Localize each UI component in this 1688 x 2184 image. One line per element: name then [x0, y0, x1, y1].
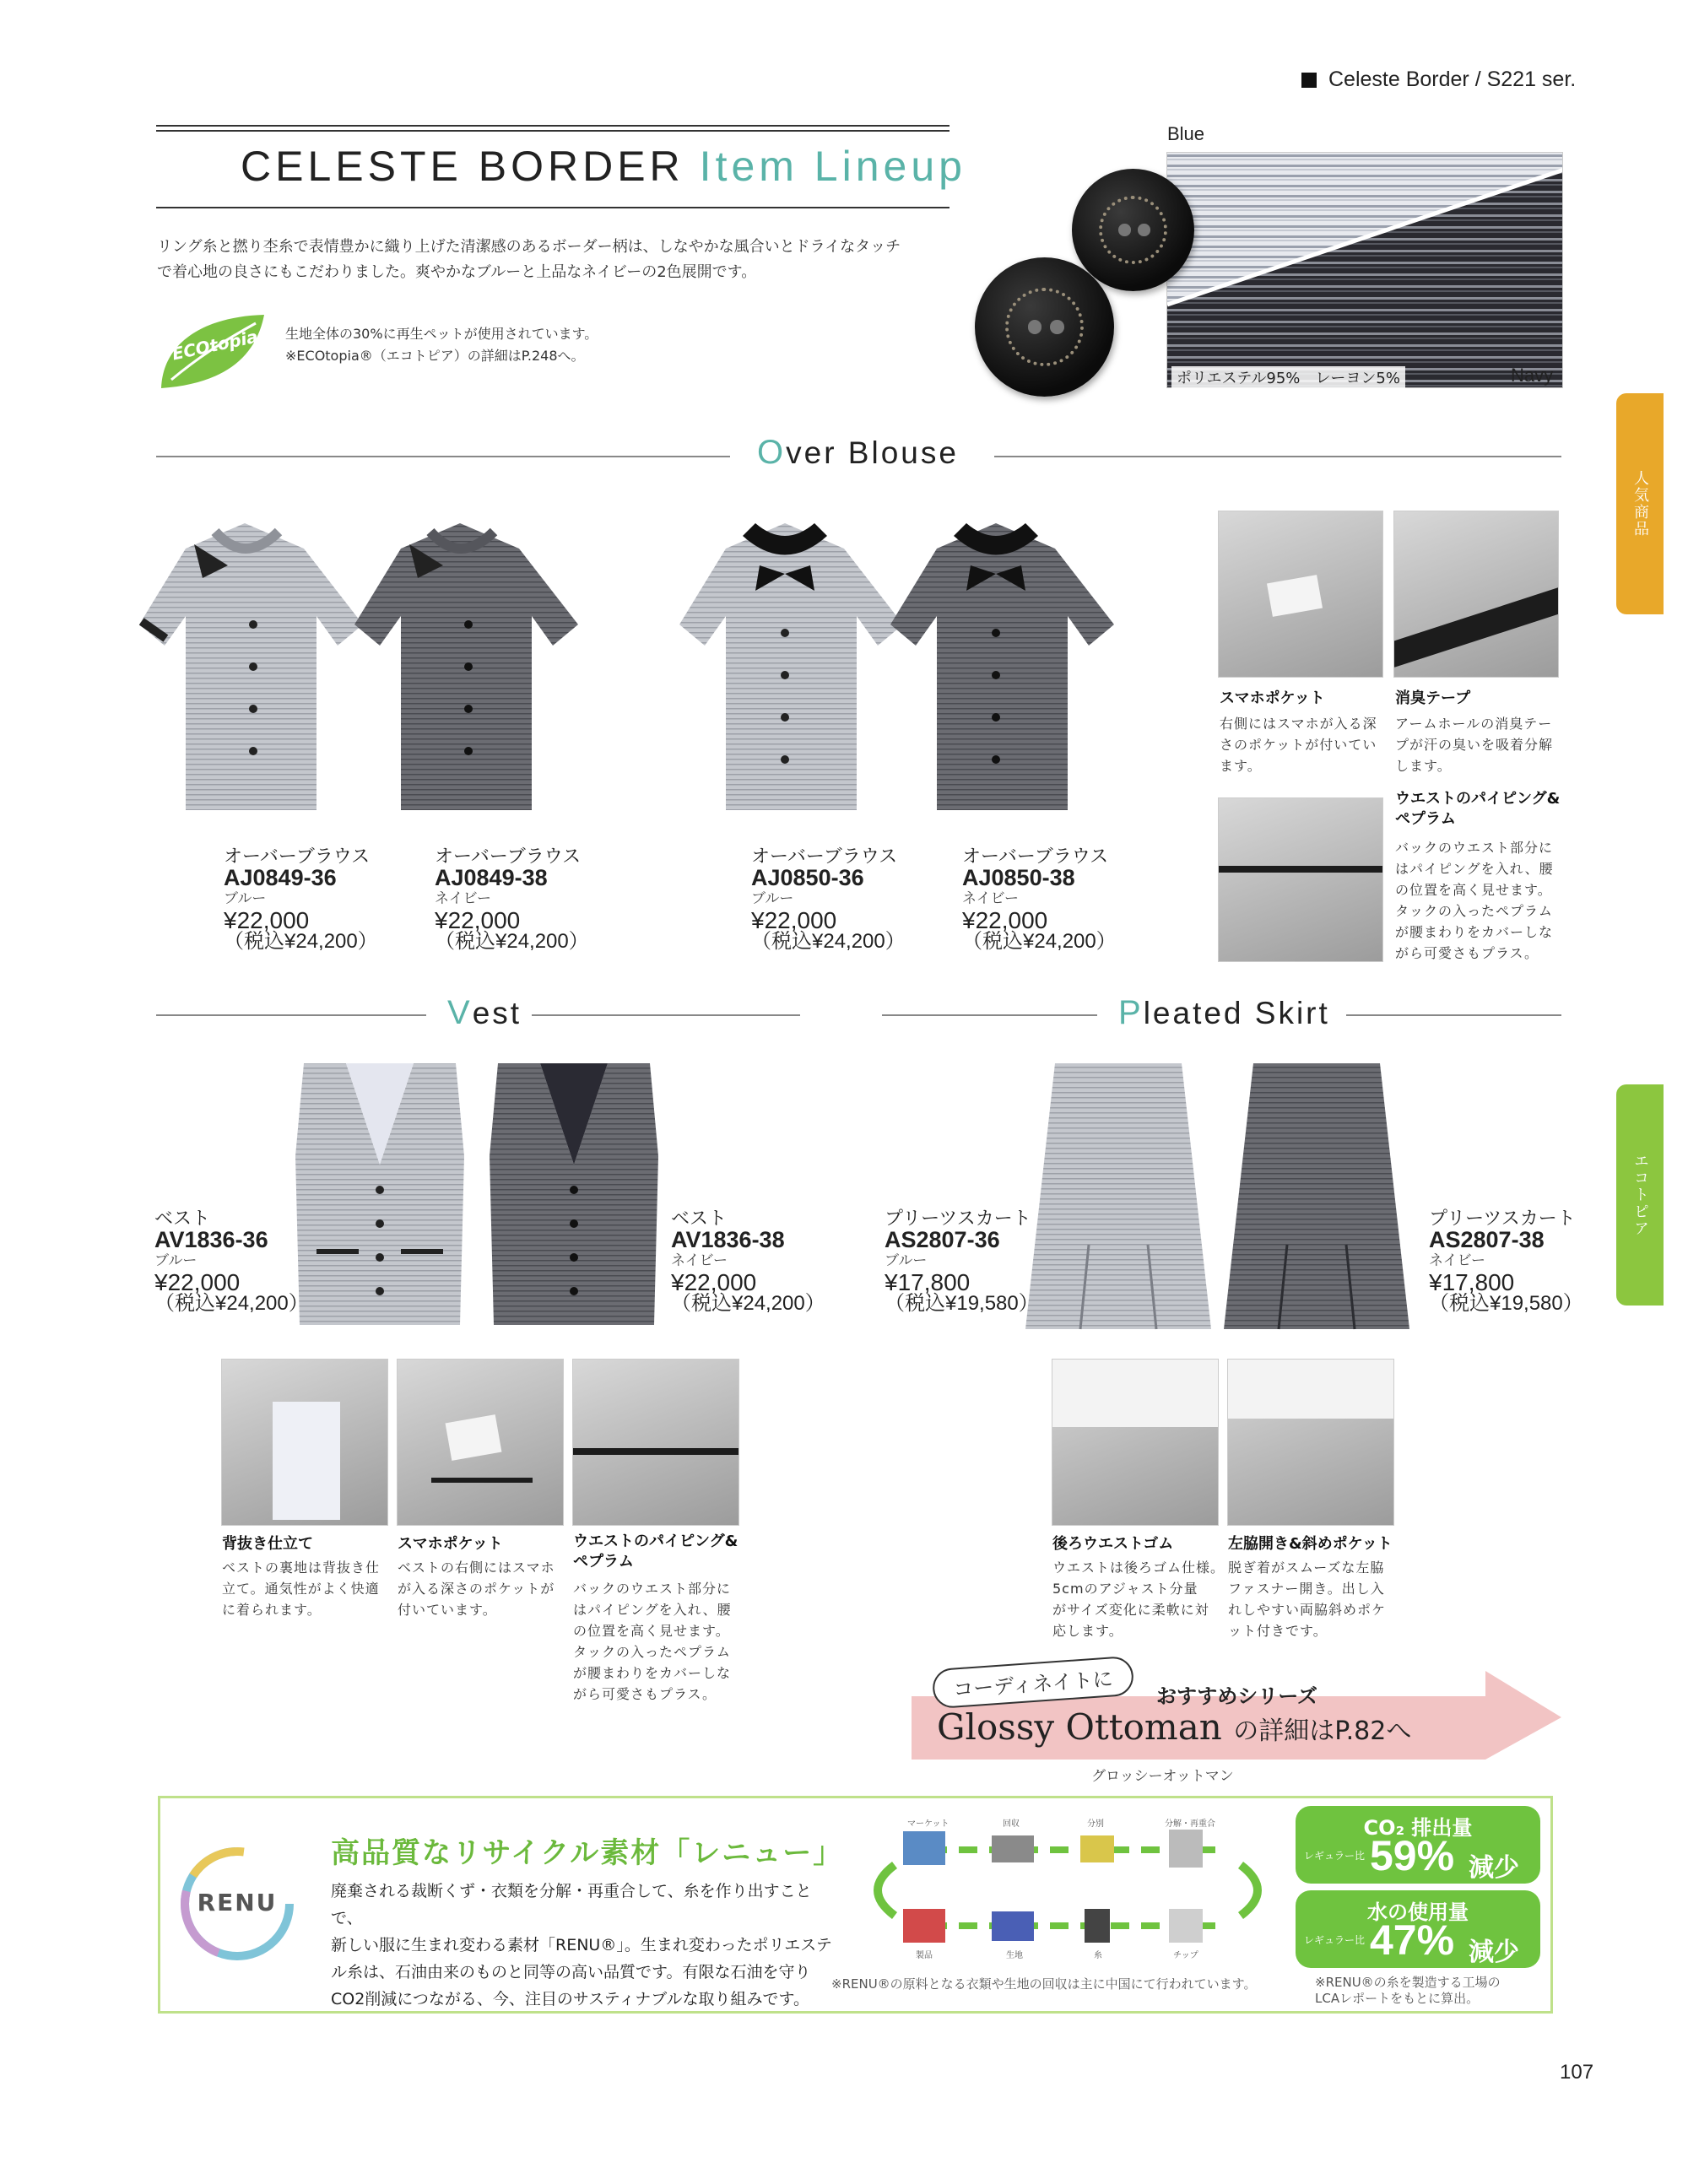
product-type: オーバーブラウス	[435, 846, 582, 868]
product-label-vest2	[671, 1208, 825, 1314]
desc-line: タックの入ったペプラム	[1395, 903, 1553, 919]
stat-value: 59%	[1370, 1832, 1455, 1879]
desc-line: 右側にはスマホが入る深	[1220, 716, 1377, 732]
title-line: ウエストのパイピング&	[1395, 790, 1561, 808]
note-line: ※RENU®の糸を製造する工場の	[1315, 1975, 1501, 1990]
renu-logo	[173, 1840, 301, 1968]
product-type: プリーツスカート	[885, 1208, 1031, 1230]
detail-photo-side	[1227, 1359, 1394, 1526]
body-line: 新しい服に生まれ変わる素材「RENU®」。生まれ変わったポリエステ	[331, 1936, 832, 1954]
section-rule	[882, 1014, 1097, 1016]
desc-line: がら可愛さもプラス。	[1395, 945, 1539, 961]
product-label-blouse4	[962, 846, 1117, 952]
ecotopia-logo-text: ECOtopia	[170, 326, 260, 365]
desc-line: 付いています。	[398, 1602, 497, 1618]
eco-line: 生地全体の30%に再生ペットが使用されています。	[285, 326, 598, 342]
renu-logo-text: RENU	[197, 1889, 278, 1916]
fabric-label-navy: Navy	[1511, 365, 1554, 386]
desc-line: バックのウエスト部分に	[1395, 840, 1554, 856]
side-tab-ecotopia[interactable]: エコトピア	[1616, 1084, 1664, 1306]
product-color: ネイビー	[435, 890, 491, 907]
desc-line: が入る深さのポケットが	[398, 1581, 555, 1597]
product-code: AJ0849-38	[435, 865, 548, 890]
series-detail: の詳細はP.82へ	[1233, 1716, 1412, 1746]
section-rule	[1346, 1014, 1561, 1016]
fabric-swatch	[1166, 152, 1563, 388]
eco-line: ※ECOtopia®（エコトピア）の詳細はP.248へ。	[285, 348, 585, 364]
product-color: ネイビー	[671, 1252, 728, 1269]
vest-illustrations	[295, 1055, 675, 1333]
note-line: LCAレポートをもとに算出。	[1315, 1991, 1480, 2006]
renu-body	[331, 1878, 837, 2013]
product-color: ネイビー	[962, 890, 1019, 907]
product-color: ネイビー	[1429, 1252, 1485, 1269]
detail-photo-vest-pocket	[397, 1359, 564, 1526]
section-rest: leated Skirt	[1143, 996, 1330, 1030]
product-price: ¥22,000	[154, 1269, 241, 1295]
product-tax-price: （税込¥24,200）	[671, 1292, 825, 1315]
side-tab-popular[interactable]: 人気商品	[1616, 393, 1664, 614]
stat-label: CO₂ 排出量	[1363, 1816, 1473, 1840]
product-code: AS2807-36	[885, 1227, 1000, 1252]
section-title-pleated-skirt	[1118, 994, 1330, 1032]
product-tax-price: （税込¥19,580）	[885, 1292, 1039, 1315]
blouse-aj0849-38	[354, 523, 578, 810]
cycle-label: チップ	[1173, 1951, 1198, 1960]
button-icon	[975, 257, 1114, 397]
product-type: ベスト	[671, 1208, 728, 1230]
desc-line: ット付きです。	[1228, 1623, 1328, 1639]
cycle-label: 分解・再重合	[1165, 1819, 1215, 1829]
cycle-label: 回収	[1003, 1819, 1020, 1829]
product-code: AJ0849-36	[224, 865, 337, 890]
blouse-illustrations	[135, 498, 1198, 827]
title-line: ペプラム	[573, 1553, 634, 1570]
skirt-as2807-38	[1224, 1063, 1409, 1329]
renu-note-lca	[1315, 1975, 1501, 2007]
product-color: ブルー	[154, 1252, 197, 1269]
product-tax-price: （税込¥24,200）	[224, 930, 378, 953]
renu-title: 高品質なリサイクル素材「レニュー」	[331, 1836, 844, 1870]
desc-line: します。	[1395, 758, 1452, 774]
ecotopia-logo	[154, 308, 268, 392]
recycle-cycle-diagram	[861, 1814, 1283, 1970]
intro-text	[157, 235, 959, 285]
stat-regular: レギュラー比	[1304, 1850, 1366, 1862]
blouse-aj0850-36	[679, 523, 903, 810]
product-tax-price: （税込¥24,200）	[435, 930, 589, 953]
detail-photo-piping	[1218, 797, 1383, 962]
body-line: 廃棄される裁断くず・衣類を分解・再重合して、糸を作り出すことで、	[331, 1882, 812, 1927]
product-tax-price: （税込¥24,200）	[751, 930, 906, 953]
section-rest: ver Blouse	[786, 435, 959, 470]
stat-co2	[1296, 1806, 1540, 1884]
title-line: ペプラム	[1395, 810, 1456, 828]
desc-line: タックの入ったペプラム	[573, 1644, 731, 1660]
product-label-skirt1	[885, 1208, 1039, 1314]
cycle-label: 糸	[1094, 1951, 1102, 1960]
product-type: オーバーブラウス	[962, 846, 1109, 868]
stat-water	[1296, 1890, 1540, 1968]
desc-line: 応します。	[1052, 1623, 1123, 1639]
product-price: ¥22,000	[671, 1269, 757, 1295]
product-type: ベスト	[154, 1208, 211, 1230]
product-code: AS2807-38	[1429, 1227, 1545, 1252]
product-tax-price: （税込¥24,200）	[154, 1292, 309, 1315]
cycle-label: 分別	[1087, 1819, 1104, 1829]
detail-title-piping	[1395, 789, 1560, 830]
detail-desc-side	[1228, 1557, 1386, 1641]
product-color: ブルー	[751, 890, 794, 907]
page-title-sub: Item Lineup	[699, 143, 966, 190]
series-tag	[1301, 68, 1576, 92]
product-price: ¥17,800	[885, 1269, 971, 1295]
desc-line: はパイピングを入れ、腰	[1395, 861, 1554, 877]
stat-regular: レギュラー比	[1304, 1934, 1366, 1946]
stat-suffix: 減少	[1469, 1938, 1519, 1967]
detail-desc-vest-pocket	[398, 1557, 555, 1620]
stat-suffix: 減少	[1469, 1853, 1519, 1883]
page-title-main: CELESTE BORDER	[241, 143, 684, 190]
desc-line: ベストの右側にはスマホ	[398, 1560, 555, 1576]
section-initial: P	[1118, 994, 1144, 1031]
title-rule-top-2	[156, 130, 950, 132]
detail-title-back: 背抜き仕立て	[222, 1535, 313, 1553]
section-rest: est	[472, 996, 522, 1030]
product-label-blouse2	[435, 846, 589, 952]
desc-line: バックのウエスト部分に	[573, 1581, 732, 1597]
detail-desc-pocket	[1220, 713, 1377, 776]
detail-desc-waist	[1052, 1557, 1225, 1641]
product-price: ¥22,000	[962, 907, 1048, 933]
page-number: 107	[1560, 2061, 1594, 2084]
fabric-composition: ポリエステル95% レーヨン5%	[1171, 366, 1405, 388]
product-code: AV1836-38	[671, 1227, 785, 1252]
desc-line: に着られます。	[222, 1602, 322, 1618]
product-price: ¥22,000	[751, 907, 837, 933]
desc-line: が腰まわりをカバーしな	[573, 1665, 732, 1681]
detail-photo-pocket	[1218, 511, 1383, 678]
series-kana: グロッシーオットマン	[1091, 1768, 1234, 1785]
desc-line: アームホールの消臭テー	[1395, 716, 1553, 732]
desc-line: さのポケットが付いてい	[1220, 737, 1377, 753]
desc-line: の位置を高く見せます。	[573, 1623, 730, 1639]
detail-title-side: 左脇開き&斜めポケット	[1228, 1535, 1393, 1553]
desc-line: がら可愛さもプラス。	[573, 1686, 717, 1702]
product-type: プリーツスカート	[1429, 1208, 1576, 1230]
product-color: ブルー	[885, 1252, 928, 1269]
section-rule	[532, 1014, 800, 1016]
series-name: Glossy Ottoman	[937, 1706, 1222, 1748]
cycle-label: マーケット	[907, 1819, 950, 1829]
detail-title-tape: 消臭テープ	[1395, 689, 1471, 707]
cycle-label: 生地	[1006, 1951, 1023, 1960]
product-code: AV1836-36	[154, 1227, 268, 1252]
detail-title-vest-piping	[573, 1532, 738, 1572]
product-type: オーバーブラウス	[224, 846, 371, 868]
vest-av1836-38	[490, 1063, 658, 1325]
skirt-as2807-36	[1025, 1063, 1211, 1329]
section-rule	[994, 456, 1561, 457]
desc-line: 脱ぎ着がスムーズな左脇	[1228, 1560, 1385, 1576]
desc-line: はパイピングを入れ、腰	[573, 1602, 732, 1618]
renu-note-collection: ※RENU®の原料となる衣類や生地の回収は主に中国にて行われています。	[831, 1976, 1257, 1992]
button-icon	[1072, 169, 1194, 291]
section-initial: O	[757, 434, 787, 471]
product-tax-price: （税込¥24,200）	[962, 930, 1117, 953]
section-rule	[156, 1014, 426, 1016]
detail-photo-back	[221, 1359, 388, 1526]
product-type: オーバーブラウス	[751, 846, 898, 868]
detail-title-waist: 後ろウエストゴム	[1052, 1535, 1174, 1553]
section-initial: V	[447, 994, 473, 1031]
detail-title-pocket: スマホポケット	[1220, 689, 1325, 707]
fabric-label-blue: Blue	[1167, 123, 1205, 144]
coordinate-link[interactable]	[937, 1706, 1411, 1748]
section-title-vest	[447, 994, 522, 1032]
product-color: ブルー	[224, 890, 267, 907]
recommend-series-label: おすすめシリーズ	[1156, 1684, 1318, 1708]
product-price: ¥22,000	[224, 907, 310, 933]
product-label-blouse3	[751, 846, 906, 952]
detail-photo-vest-piping	[572, 1359, 739, 1526]
desc-line: プが汗の臭いを吸着分解	[1395, 737, 1554, 753]
section-title-over-blouse	[757, 434, 959, 472]
title-rule-top	[156, 125, 950, 127]
eco-text	[285, 323, 598, 367]
square-icon	[1301, 73, 1317, 88]
detail-title-vest-pocket: スマホポケット	[398, 1535, 503, 1553]
skirt-illustrations	[1021, 1059, 1418, 1338]
body-line: ル糸は、石油由来のものと同等の高い品質です。有限な石油を守り	[331, 1963, 811, 1981]
desc-line: れしやすい両脇斜めポケ	[1228, 1602, 1387, 1618]
intro-line: リング糸と撚り杢糸で表情豊かに織り上げた清潔感のあるボーダー柄は、しなやかな風合いとドライなタッチ	[157, 238, 901, 256]
detail-desc-back	[222, 1557, 380, 1620]
desc-line: ウエストは後ろゴム仕様。	[1052, 1560, 1225, 1576]
detail-photo-waist	[1052, 1359, 1219, 1526]
vest-av1836-36	[295, 1063, 464, 1325]
desc-line: ます。	[1220, 758, 1262, 774]
detail-desc-piping	[1395, 837, 1554, 964]
blouse-aj0850-38	[890, 523, 1114, 810]
desc-line: がサイズ変化に柔軟に対	[1052, 1602, 1209, 1618]
cycle-label: 製品	[916, 1951, 933, 1960]
product-label-blouse1	[224, 846, 378, 952]
page-title	[241, 142, 966, 191]
product-price: ¥22,000	[435, 907, 521, 933]
desc-line: が腰まわりをカバーしな	[1395, 924, 1554, 940]
coordinate-bubble: コーディネイトに	[932, 1656, 1134, 1709]
product-code: AJ0850-36	[751, 865, 864, 890]
desc-line: ファスナー開き。出し入	[1228, 1581, 1385, 1597]
product-code: AJ0850-38	[962, 865, 1075, 890]
desc-line: 立て。通気性がよく快適	[222, 1581, 380, 1597]
product-price: ¥17,800	[1429, 1269, 1515, 1295]
desc-line: ベストの裏地は背抜き仕	[222, 1560, 381, 1576]
title-rule-bottom	[156, 207, 950, 208]
detail-desc-tape	[1395, 713, 1553, 776]
blouse-ajo849-36	[139, 523, 363, 810]
desc-line: 5cmのアジャスト分量	[1052, 1581, 1198, 1597]
desc-line: の位置を高く見せます。	[1395, 882, 1552, 898]
title-line: ウエストのパイピング&	[573, 1533, 738, 1550]
detail-desc-vest-piping	[573, 1578, 732, 1705]
product-label-skirt2	[1429, 1208, 1583, 1314]
section-rule	[156, 456, 730, 457]
series-tag-text: Celeste Border / S221 ser.	[1328, 68, 1577, 91]
intro-line: で着心地の良さにもこだわりました。爽やかなブルーと上品なネイビーの2色展開です。	[157, 263, 757, 281]
stat-value: 47%	[1370, 1916, 1455, 1964]
product-label-vest1	[154, 1208, 309, 1314]
body-line: CO2削減につながる、今、注目のサスティナブルな取り組みです。	[331, 1990, 809, 2008]
stat-label: 水の使用量	[1367, 1900, 1469, 1924]
detail-photo-tape	[1393, 511, 1559, 678]
product-tax-price: （税込¥19,580）	[1429, 1292, 1583, 1315]
